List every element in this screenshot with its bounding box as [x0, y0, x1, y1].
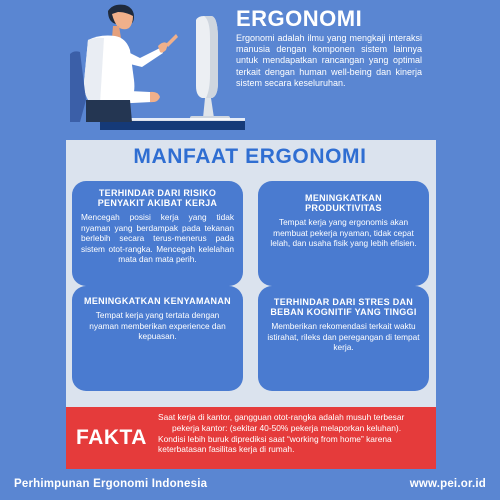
benefit-card-title: MENINGKATKAN PRODUKTIVITAS: [305, 193, 382, 213]
fact-text: [158, 412, 430, 455]
benefits-title: MANFAAT ERGONOMI: [133, 145, 367, 168]
benefit-card-body: Tempat kerja yang ergonomis akan membuat pekerja nyaman, tidak cepat lelah, dan usaha fisik yang lebih efisien.: [270, 217, 417, 249]
benefit-card-stress: [258, 286, 429, 391]
intro-text: Ergonomi adalah ilmu yang mengkaji interaksi manusia dengan komponen sistem lainnya untuk mendapatkan rancangan yang optimal terkait dengan human well-being dan kinerja sistem secara keseluruhan.: [236, 33, 422, 88]
page-title: ERGONOMI: [236, 6, 363, 31]
header: [0, 0, 500, 130]
fact-label: FAKTA: [76, 426, 147, 449]
footer-website-link[interactable]: www.pei.or.id: [409, 478, 486, 490]
monitor-icon: [190, 16, 230, 121]
benefit-card-title: TERHINDAR DARI RISIKO PENYAKIT AKIBAT KERJA: [97, 188, 218, 208]
benefit-card-body: Tempat kerja yang tertata dengan nyaman memberikan experience dan kepuasan.: [89, 310, 226, 342]
benefit-card-health: [72, 181, 243, 286]
person-icon: [70, 5, 178, 122]
benefit-card-productivity: [258, 181, 429, 286]
worker-at-desk-illustration: [0, 0, 245, 130]
benefit-card-body: Mencegah posisi kerja yang tidak nyaman yang berdampak pada tekanan berlebih secara terus-menerus pada sistem otot-rangka. Mencegah kelelahan mata dan mata perih.: [81, 212, 234, 265]
benefit-card-body: Memberikan rekomendasi terkait waktu istirahat, rileks dan peregangan di tempat kerja.: [267, 321, 420, 353]
fact-line: Kondisi lebih buruk diprediksi saat “working from home” karena keterbatasan fasilitas kerja di rumah.: [158, 433, 392, 455]
fact-line: Saat kerja di kantor, gangguan otot-rangka adalah musuh terbesar pekerja kantor: (sekitar 40-50% pekerja melaporkan keluhan).: [158, 412, 405, 433]
benefit-card-title: MENINGKATKAN KENYAMANAN: [84, 296, 231, 306]
benefit-card-title: TERHINDAR DARI STRES DAN BEBAN KOGNITIF YANG TINGGI: [270, 297, 417, 317]
footer-organization: Perhimpunan Ergonomi Indonesia: [14, 478, 208, 490]
benefit-card-comfort: [72, 286, 243, 391]
